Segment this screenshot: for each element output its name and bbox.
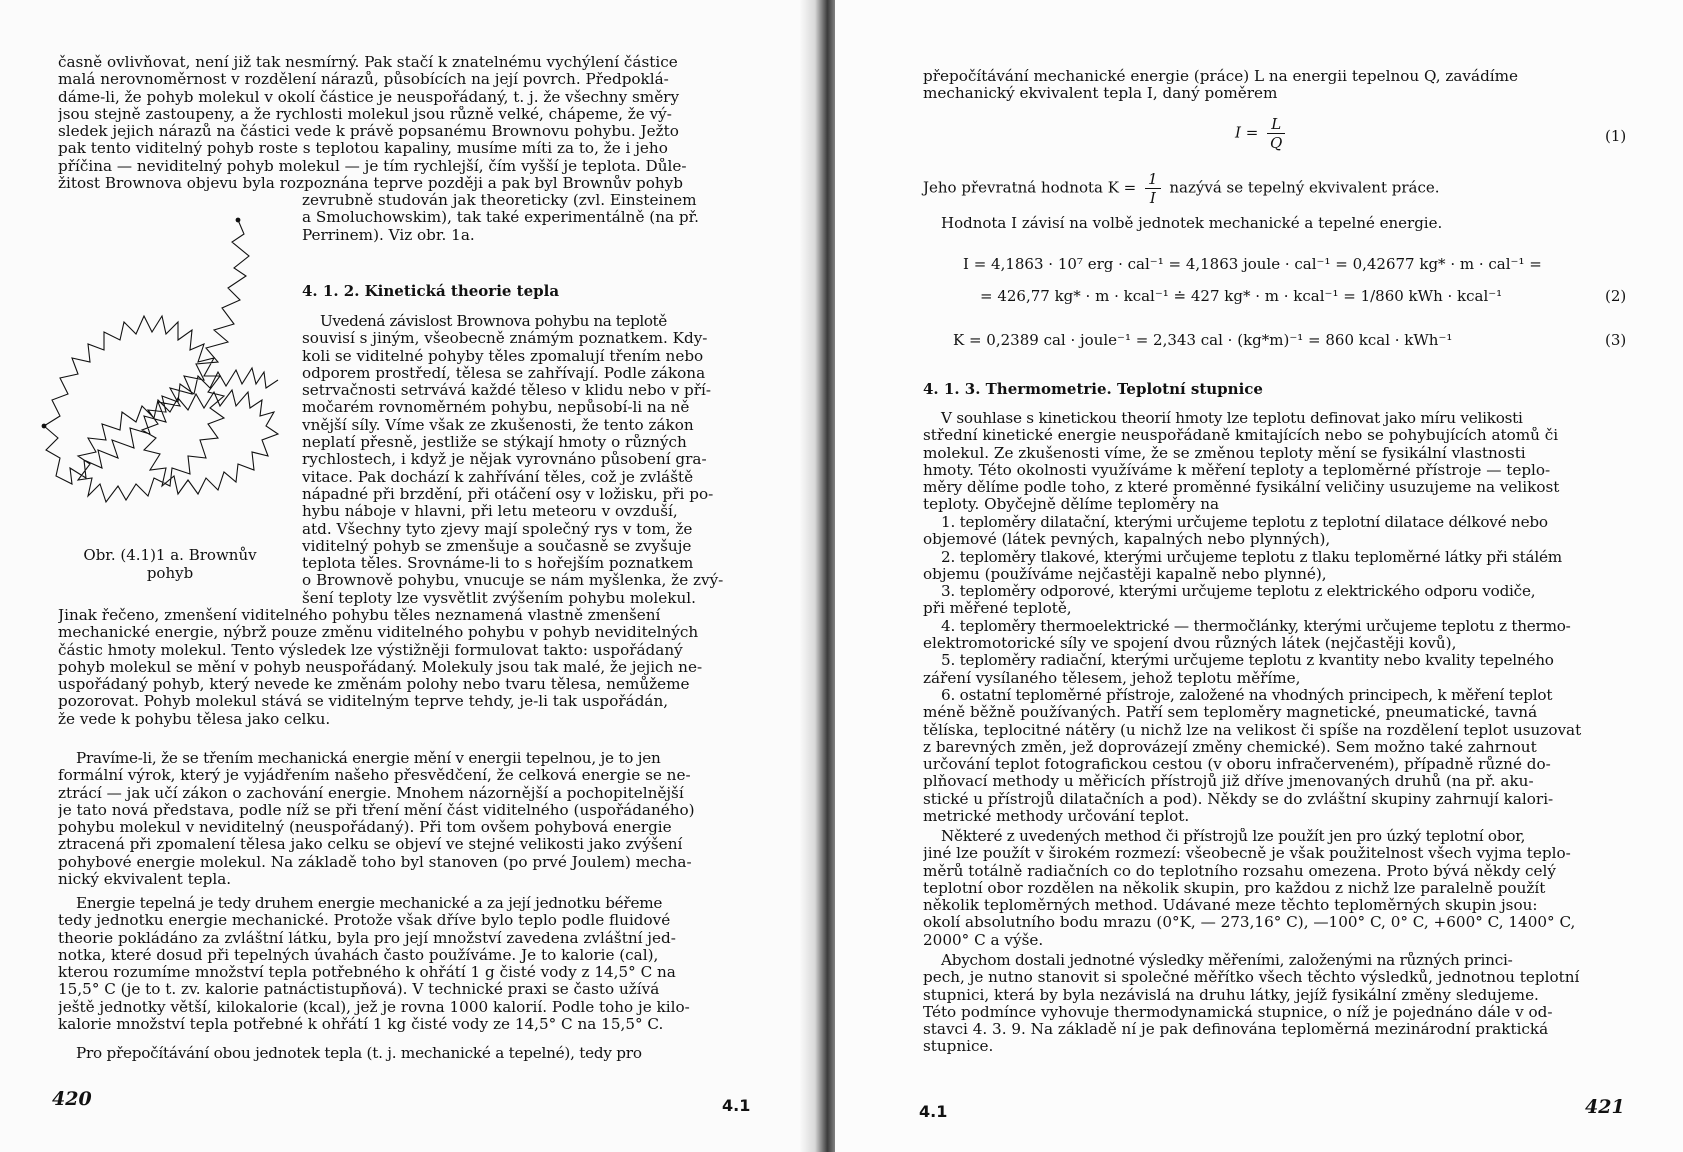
text-line: stupnici, která by byla nezávislá na druhu látky, jejíž fysikální změny sledujeme. [923,986,1539,1004]
list-item: 5. teploměry radiační, kterými určujeme teplotu z kvantity nebo kvality tepelného [941,652,1554,670]
text-line: teplotní obor rozdělen na několik skupin, pro každou z nichž lze paralelně použít [923,879,1546,897]
text-line: molekul. Ze zkušenosti víme, že se změnou teploty mění se fysikální vlastnosti [923,444,1526,462]
text-line: Pro přepočítávání obou jednotek tepla (t. j. mechanické a tepelné), tedy pro [76,1045,642,1062]
text-line: pohyb molekul se mění v pohyb neuspořádaný. Molekuly jsou tak malé, že jejich ne- [58,658,703,676]
text-line: zevrubně studován jak theoreticky (zvl. Einsteinem [302,192,697,209]
text-line: jiné lze použít v širokém rozmezí: všeobecně je však použitelnost všech vyjma teplo- [923,845,1571,863]
left-para-1 [58,54,758,192]
chapter-marker: 4.1 [919,1102,948,1121]
brownian-path [44,220,278,502]
left-para-3 [58,750,758,888]
fraction [1267,115,1285,152]
text-line: neplatí přesně, jestliže se stýkají hmoty o různých [302,434,687,452]
list-item: z barevných změn, jež doprovázejí změny chemické). Sem možno také zahrnout [923,738,1537,756]
list-item: určování teplot fotografickou cestou (v oboru infračerveném), případně různé do- [923,756,1551,774]
text-line: jsou stejně zastoupeny, a že rychlosti molekul jsou různě velké, chápeme, že vý- [58,105,672,123]
list-item: objemu (používáme nejčastěji kapalně nebo plynné), [923,565,1327,583]
text-line: o Brownově pohybu, vnucuje se nám myšlenka, že zvý- [302,572,724,590]
list-item: při měřené teplotě, [923,600,1072,618]
text-line: a Smoluchowskim), tak také experimentálně (na př. [302,209,699,227]
list-item: stické u přístrojů dilatačních a pod). Někdy se do zvláštní skupiny zahrnují kalori- [923,790,1554,808]
text-line: teplota těles. Srovnáme-li to s hořejším poznatkem [302,555,694,573]
text-line: 2000° C a výše. [923,931,1044,949]
page-number: 421 [1585,1096,1625,1118]
equation-1 [1235,115,1289,152]
text-line: kterou rozumíme množství tepla potřebného k ohřátí 1 g čisté vody z 14,5° C na [58,964,676,982]
section-heading: 4. 1. 3. Thermometrie. Teplotní stupnice [923,380,1263,398]
text-line: hybu náboje v hlavni, při letu meteoru v ovzduší, [302,503,678,521]
text-line: kalorie množství tepla potřebné k ohřátí 1 kg čisté vody ze 14,5° C na 15,5° C. [58,1016,664,1034]
text-line: časně ovlivňovat, není již tak nesmírný. Pak stačí k znatelnému vychýlení částice [58,54,678,71]
text-line: pak tento viditelný pohyb roste s teplotou kapaliny, musíme míti za to, že i jeho [58,140,668,158]
text-line: pech, je nutno stanovit si společné měřítko všech těchto výsledků, jednotnou teplotní [923,969,1580,987]
text-line: Pravíme-li, že se třením mechanická energie mění v energii tepelnou, je to jen [76,750,661,767]
fraction-denominator: I [1149,189,1156,207]
text-line: Některé z uvedených method či přístrojů lze použít jen pro úzký teplotní obor, [941,828,1526,845]
text-line: mechanické energie, nýbrž pouze změnu viditelného pohybu v pohyb neviditelných [58,624,699,642]
text-line: malá nerovnoměrnost v rozdělení nárazů, působících na její povrch. Předpoklá- [58,71,669,89]
list-item: 3. teploměry odporové, kterými určujeme teplotu z elektrického odporu vodiče, [941,583,1536,601]
text-line: okolí absolutního bodu mrazu (0°K, — 273,16° C), —100° C, 0° C, +600° C, 1400° C, [923,914,1576,932]
right-page [835,0,1683,1152]
equation-2-line-1: I = 4,1863 · 10⁷ erg · cal⁻¹ = 4,1863 joule · cal⁻¹ = 0,42677 kg* · m · cal⁻¹ = [963,255,1542,273]
fraction-numerator: 1 [1145,170,1161,189]
caption-line: pohyb [146,564,194,582]
text-line: střední kinetické energie neuspořádaně kmitajících nebo se pohybujících atomů či [923,427,1559,445]
dependency-line: Hodnota I závisí na volbě jednotek mechanické a tepelné energie. [941,214,1443,232]
list-item: plňovací methody u měřicích přístrojů již dříve jmenovaných druhů (na př. aku- [923,773,1534,791]
text-line: nápadné při brzdění, při otáčení osy v ložisku, při po- [302,485,714,503]
text-line: vitace. Pak dochází k zahřívání těles, což je zvláště [302,468,694,486]
text-line: vnější síly. Víme však ze zkušenosti, že tento zákon [302,416,694,434]
left-para-2 [58,607,758,728]
list-item: metrické methody určování teplot. [923,808,1190,826]
text-line: je tato nová představa, podle níž se při tření mění část viditelného (uspořádaného) [58,801,695,819]
text-line: Uvedená závislost Brownova pohybu na teplotě [320,313,667,330]
text-line: pohybu molekul v neviditelný (neuspořádaný). Při tom ovšem pohybová energie [58,819,672,837]
text-line: tedy jednotku energie mechanické. Protože však dříve bylo teplo podle fluidové [58,912,671,930]
text-line: měrů totálně radiačních co do teplotního rozsahu omezena. Proto bývá někdy celý [923,862,1556,880]
list-item: tělíska, teplocitné nátěry (u nichž lze na velikost či spíše na rozdělení teplot usuzovat [923,721,1582,739]
text-line: ztrácí — jak učí zákon o zachování energie. Mnohem názornější a pochopitelnější [58,784,684,802]
text-line: theorie pokládáno za zvláštní látku, byla pro její množství zavedena zvláštní jed- [58,929,676,947]
text-line: dáme-li, že pohyb molekul v okolí částice je neuspořádaný, t. j. že všechny směry [58,88,680,106]
text-line: šení teploty lze vysvětlit zvýšením pohybu molekul. [302,589,696,607]
text-line: ztracená při zpomalení tělesa jako celku se objeví ve stejné velikosti jako zvýšení [58,836,683,854]
text-line: 15,5° C (je to t. zv. kalorie patnáctistupňová). V technické praxi se často užívá [58,981,660,999]
text-line: teploty. Obyčejně dělíme teploměry na [923,496,1220,514]
list-item: objemové (látek pevných, kapalných nebo plynných), [923,531,1331,549]
text-line: pozorovat. Pohyb molekul stává se viditelným teprve tehdy, je-li tak uspořádán, [58,693,669,711]
text-line: formální výrok, který je vyjádřením našeho přesvědčení, že celková energie se ne- [58,767,691,785]
text-line: Perrinem). Viz obr. 1a. [302,226,475,244]
list-item: 6. ostatní teploměrné přístroje, založené na vhodných principech, k měření teplot [941,686,1553,704]
text-line: měry dělíme podle toho, z které proměnné fysikální veličiny usuzujeme na velikost [923,479,1560,497]
left-para-4 [58,895,758,1033]
fraction [1145,170,1161,207]
text-line: Jinak řečeno, zmenšení viditelného pohybu těles neznamená vlastně zmenšení [58,607,661,624]
text-line: že vede k pohybu tělesa jako celku. [58,710,331,728]
text-line: hmoty. Této okolnosti využíváme k měření teploty a teploměrné přístroje — teplo- [923,461,1551,479]
list-item: méně běžně používaných. Patří sem teploměry magnetické, pneumatické, tavná [923,704,1538,722]
text-line: uspořádaný pohyb, který nevede ke změnám polohy nebo tvaru tělesa, nemůžeme [58,676,690,694]
page-number: 420 [52,1088,92,1110]
fraction-denominator: Q [1270,134,1283,152]
right-intro [923,68,1629,103]
list-item: 1. teploměry dilatační, kterými určujeme teplotu z teplotní dilatace délkové nebo [941,514,1548,531]
text-line: příčina — neviditelný pohyb molekul — je tím rychlejší, čím vyšší je teplota. Důle- [58,157,687,175]
right-para-1 [923,410,1629,514]
list-item: 4. teploměry thermoelektrické — thermočlánky, kterými určujeme teplotu z thermo- [941,617,1571,635]
list-item: záření vysílaného tělesem, jehož teplotu měříme, [923,669,1301,687]
brownian-motion-figure [38,212,288,532]
figure-caption [54,546,286,582]
equation-2-line-2: = 426,77 kg* · m · kcal⁻¹ ≐ 427 kg* · m · kcal⁻¹ = 1/860 kWh · kcal⁻¹ [980,287,1503,305]
fraction-numerator: L [1267,115,1285,134]
text-line: močarém rovnoměrném pohybu, nepůsobí-li na ně [302,399,690,417]
path-start-dot [236,218,241,223]
text-line: koli se viditelné pohyby těles zpomalují třením nebo [302,347,704,365]
text-line: mechanický ekvivalent tepla I, daný poměrem [923,85,1278,103]
text-line: atd. Všechny tyto zjevy mají společný rys v tom, že [302,520,693,538]
text-line: částic hmoty molekul. Tento výsledek lze výstižněji formulovat takto: uspořádaný [58,641,683,659]
section-heading: 4. 1. 2. Kinetická theorie tepla [302,282,560,300]
text-line: nický ekvivalent tepla. [58,871,232,889]
left-para-1-side [302,192,758,244]
right-para-2 [923,828,1629,949]
thermometer-list [923,514,1629,825]
equation-3: K = 0,2389 cal · joule⁻¹ = 2,343 cal · (kg*m)⁻¹ = 860 kcal · kWh⁻¹ [953,331,1453,349]
left-para-5 [58,1045,758,1062]
text-line: několik teploměrných method. Udávané meze těchto teploměrných skupin jsou: [923,897,1538,915]
list-item: 2. teploměry tlakové, kterými určujeme teplotu z tlaku teploměrné látky při stálém [941,548,1562,566]
text-line: stupnice. [923,1038,994,1056]
text-line: Abychom dostali jednotné výsledky měřeními, založenými na různých princi- [941,952,1513,969]
text-line: Této podmínce vyhovuje thermodynamická stupnice, o níž je pojednáno dále v od- [923,1003,1553,1021]
equation-number: (2) [1605,287,1627,305]
text-line: ještě jednotky větší, kilokalorie (kcal), jež je rovna 1000 kalorií. Podle toho je kilo- [58,998,690,1016]
text-line: viditelný pohyb se zmenšuje a současně se zvyšuje [302,537,692,555]
left-para-2-side [302,313,758,607]
path-end-dot [42,424,47,429]
text-line: sledek jejich nárazů na částici vede k právě popsanému Brownovu pohybu. Ježto [58,123,679,141]
text-line: V souhlase s kinetickou theorií hmoty lze teplotu definovat jako míru velikosti [941,410,1523,427]
caption-line: Obr. (4.1)1 a. Brownův [83,546,257,564]
text-line: setrvačnosti setrvává každé těleso v klidu nebo v pří- [302,382,712,400]
right-para-3 [923,952,1629,1056]
text-line: rychlostech, i když je nějak vyrovnáno působení gra- [302,451,707,469]
equation-number: (3) [1605,331,1627,349]
text-line: pohybové energie molekul. Na základě toho byl stanoven (po prvé Joulem) mecha- [58,853,692,871]
left-page [0,0,810,1152]
text-line: souvisí s jiným, všeobecně známým poznatkem. Kdy- [302,330,708,348]
text-line: odporem prostředí, tělesa se zahřívají. Podle zákona [302,364,706,382]
text-line: stavci 4. 3. 9. Na základě ní je pak definována teploměrná mezinárodní praktická [923,1021,1549,1039]
text: Jeho převratná hodnota K = [923,178,1137,197]
list-item: elektromotorické síly ve spojení dvou různých látek (nejčastěji kovů), [923,635,1457,653]
text-line: žitost Brownova objevu byla rozpoznána teprve později a pak byl Brownův pohyb [58,175,683,193]
text: nazývá se tepelný ekvivalent práce. [1169,178,1440,197]
text-line: přepočítávání mechanické energie (práce) L na energii tepelnou Q, zavádíme [923,68,1519,85]
inverse-definition [923,170,1440,207]
text-line: notka, které dosud při tepelných úvahách často používáme. Je to kalorie (cal), [58,946,659,964]
text-line: Energie tepelná je tedy druhem energie mechanické a za její jednotku béřeme [76,895,663,912]
equation-number: (1) [1605,127,1627,145]
equation-lhs: I = [1235,123,1259,142]
chapter-marker: 4.1 [722,1096,751,1115]
